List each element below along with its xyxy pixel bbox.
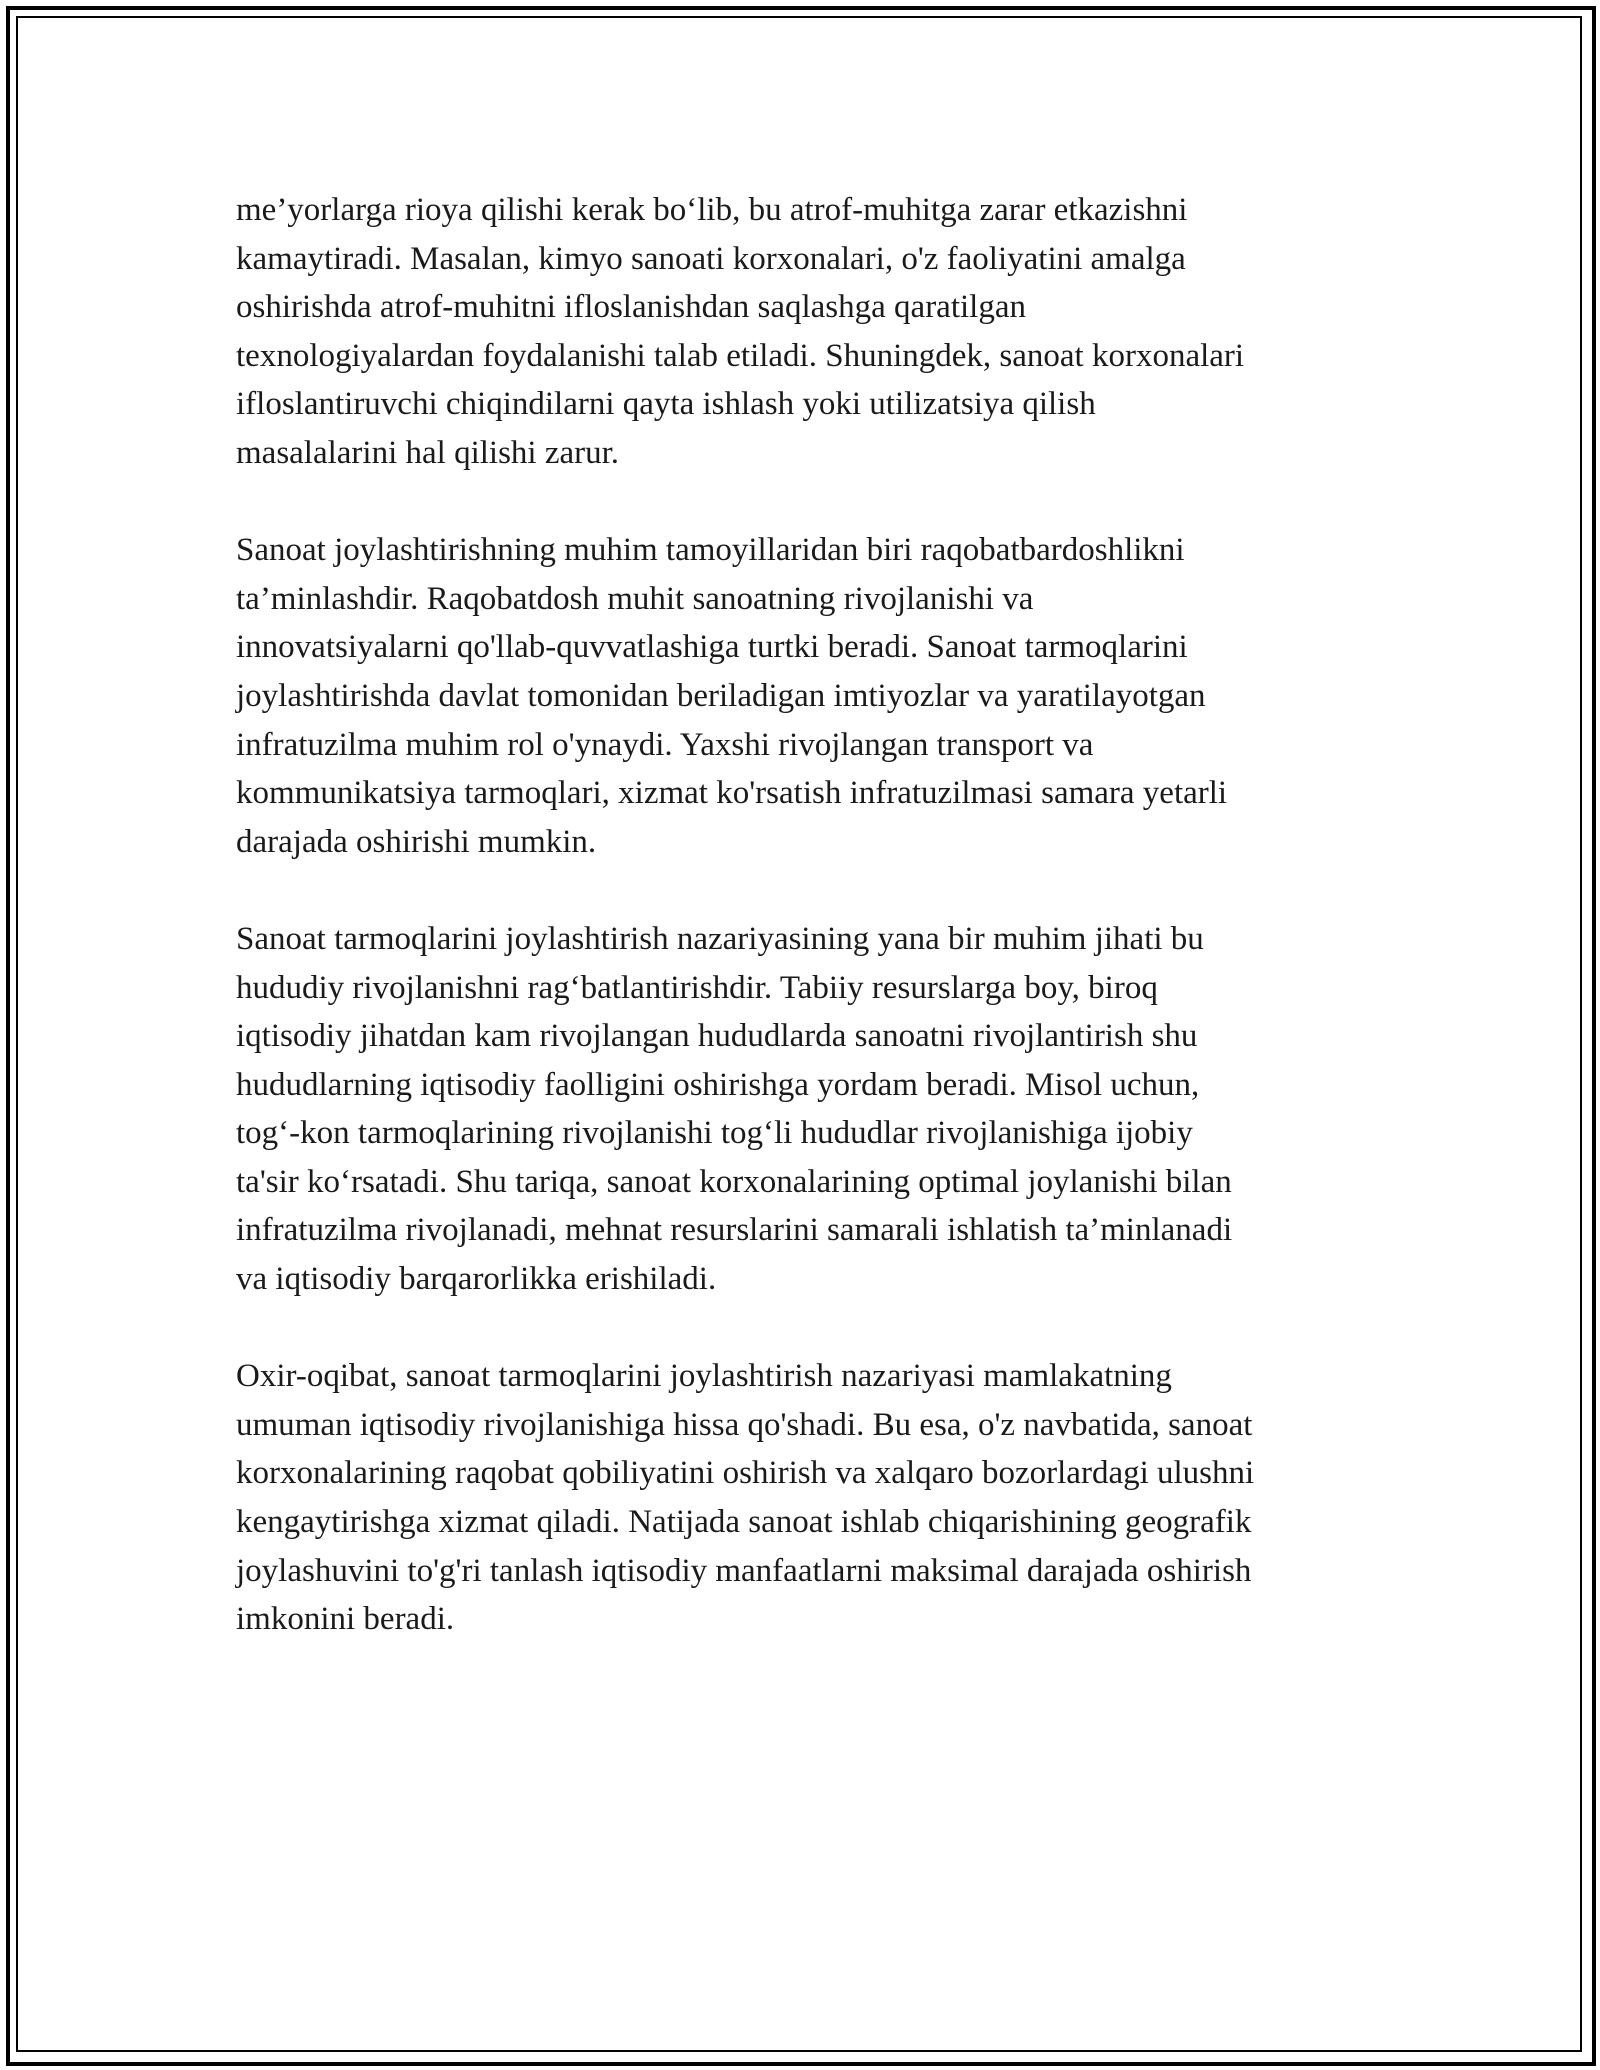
document-body <box>236 186 1376 1692</box>
text-line: joylashuvini to'g'ri tanlash iqtisodiy manfaatlarni maksimal darajada oshirish <box>236 1552 1252 1589</box>
text-line: umuman iqtisodiy rivojlanishiga hissa qo'shadi. Bu esa, o'z navbatida, sanoat <box>236 1406 1253 1443</box>
text-line: infratuzilma muhim rol o'ynaydi. Yaxshi rivojlangan transport va <box>236 726 1094 763</box>
paragraph-1 <box>236 186 1376 478</box>
text-line: texnologiyalardan foydalanishi talab etiladi. Shuningdek, sanoat korxonalari <box>236 337 1245 374</box>
text-line: Oxir-oqibat, sanoat tarmoqlarini joylashtirish nazariyasi mamlakatning <box>236 1358 1172 1395</box>
paragraph-3 <box>236 915 1376 1304</box>
text-line: me’yorlarga rioya qilishi kerak bo‘lib, bu atrof-muhitga zarar etkazishni <box>236 192 1188 228</box>
text-line: imkonini beradi. <box>236 1601 455 1638</box>
text-line: infratuzilma rivojlanadi, mehnat resurslarini samarali ishlatish ta’minlanadi <box>236 1212 1233 1249</box>
text-line: innovatsiyalarni qo'llab-quvvatlashiga turtki beradi. Sanoat tarmoqlarini <box>236 629 1188 666</box>
text-line: va iqtisodiy barqarorlikka erishiladi. <box>236 1261 717 1298</box>
text-line: kommunikatsiya tarmoqlari, xizmat ko'rsatish infratuzilmasi samara yetarli <box>236 775 1228 812</box>
text-line: masalalarini hal qilishi zarur. <box>236 434 620 471</box>
text-line: kamaytiradi. Masalan, kimyo sanoati korxonalari, o'z faoliyatini amalga <box>236 240 1186 277</box>
text-line: hududiy rivojlanishni rag‘batlantirishdir. Tabiiy resurslarga boy, biroq <box>236 969 1158 1006</box>
text-line: hududlarning iqtisodiy faolligini oshirishga yordam beradi. Misol uchun, <box>236 1066 1200 1103</box>
text-line: ifloslantiruvchi chiqindilarni qayta ishlash yoki utilizatsiya qilish <box>236 386 1096 423</box>
paragraph-4 <box>236 1352 1376 1644</box>
text-line: ta’minlashdir. Raqobatdosh muhit sanoatning rivojlanishi va <box>236 580 1034 617</box>
text-line: joylashtirishda davlat tomonidan beriladigan imtiyozlar va yaratilayotgan <box>236 677 1206 714</box>
text-line: oshirishda atrof-muhitni ifloslanishdan saqlashga qaratilgan <box>236 289 1026 326</box>
text-line: tog‘-kon tarmoqlarining rivojlanishi tog‘li hududlar rivojlanishiga ijobiy <box>236 1115 1193 1152</box>
text-line: kengaytirishga xizmat qiladi. Natijada sanoat ishlab chiqarishining geografik <box>236 1504 1252 1541</box>
text-line: iqtisodiy jihatdan kam rivojlangan hududlarda sanoatni rivojlantirish shu <box>236 1018 1198 1055</box>
text-line: korxonalarining raqobat qobiliyatini oshirish va xalqaro bozorlardagi ulushni <box>236 1455 1255 1492</box>
text-line: darajada oshirishi mumkin. <box>236 823 597 860</box>
text-line: ta'sir ko‘rsatadi. Shu tariqa, sanoat korxonalarining optimal joylanishi bilan <box>236 1163 1232 1200</box>
text-line: Sanoat joylashtirishning muhim tamoyillaridan biri raqobatbardoshlikni <box>236 532 1185 569</box>
paragraph-2 <box>236 526 1376 866</box>
text-line: Sanoat tarmoqlarini joylashtirish nazariyasining yana bir muhim jihati bu <box>236 920 1204 957</box>
